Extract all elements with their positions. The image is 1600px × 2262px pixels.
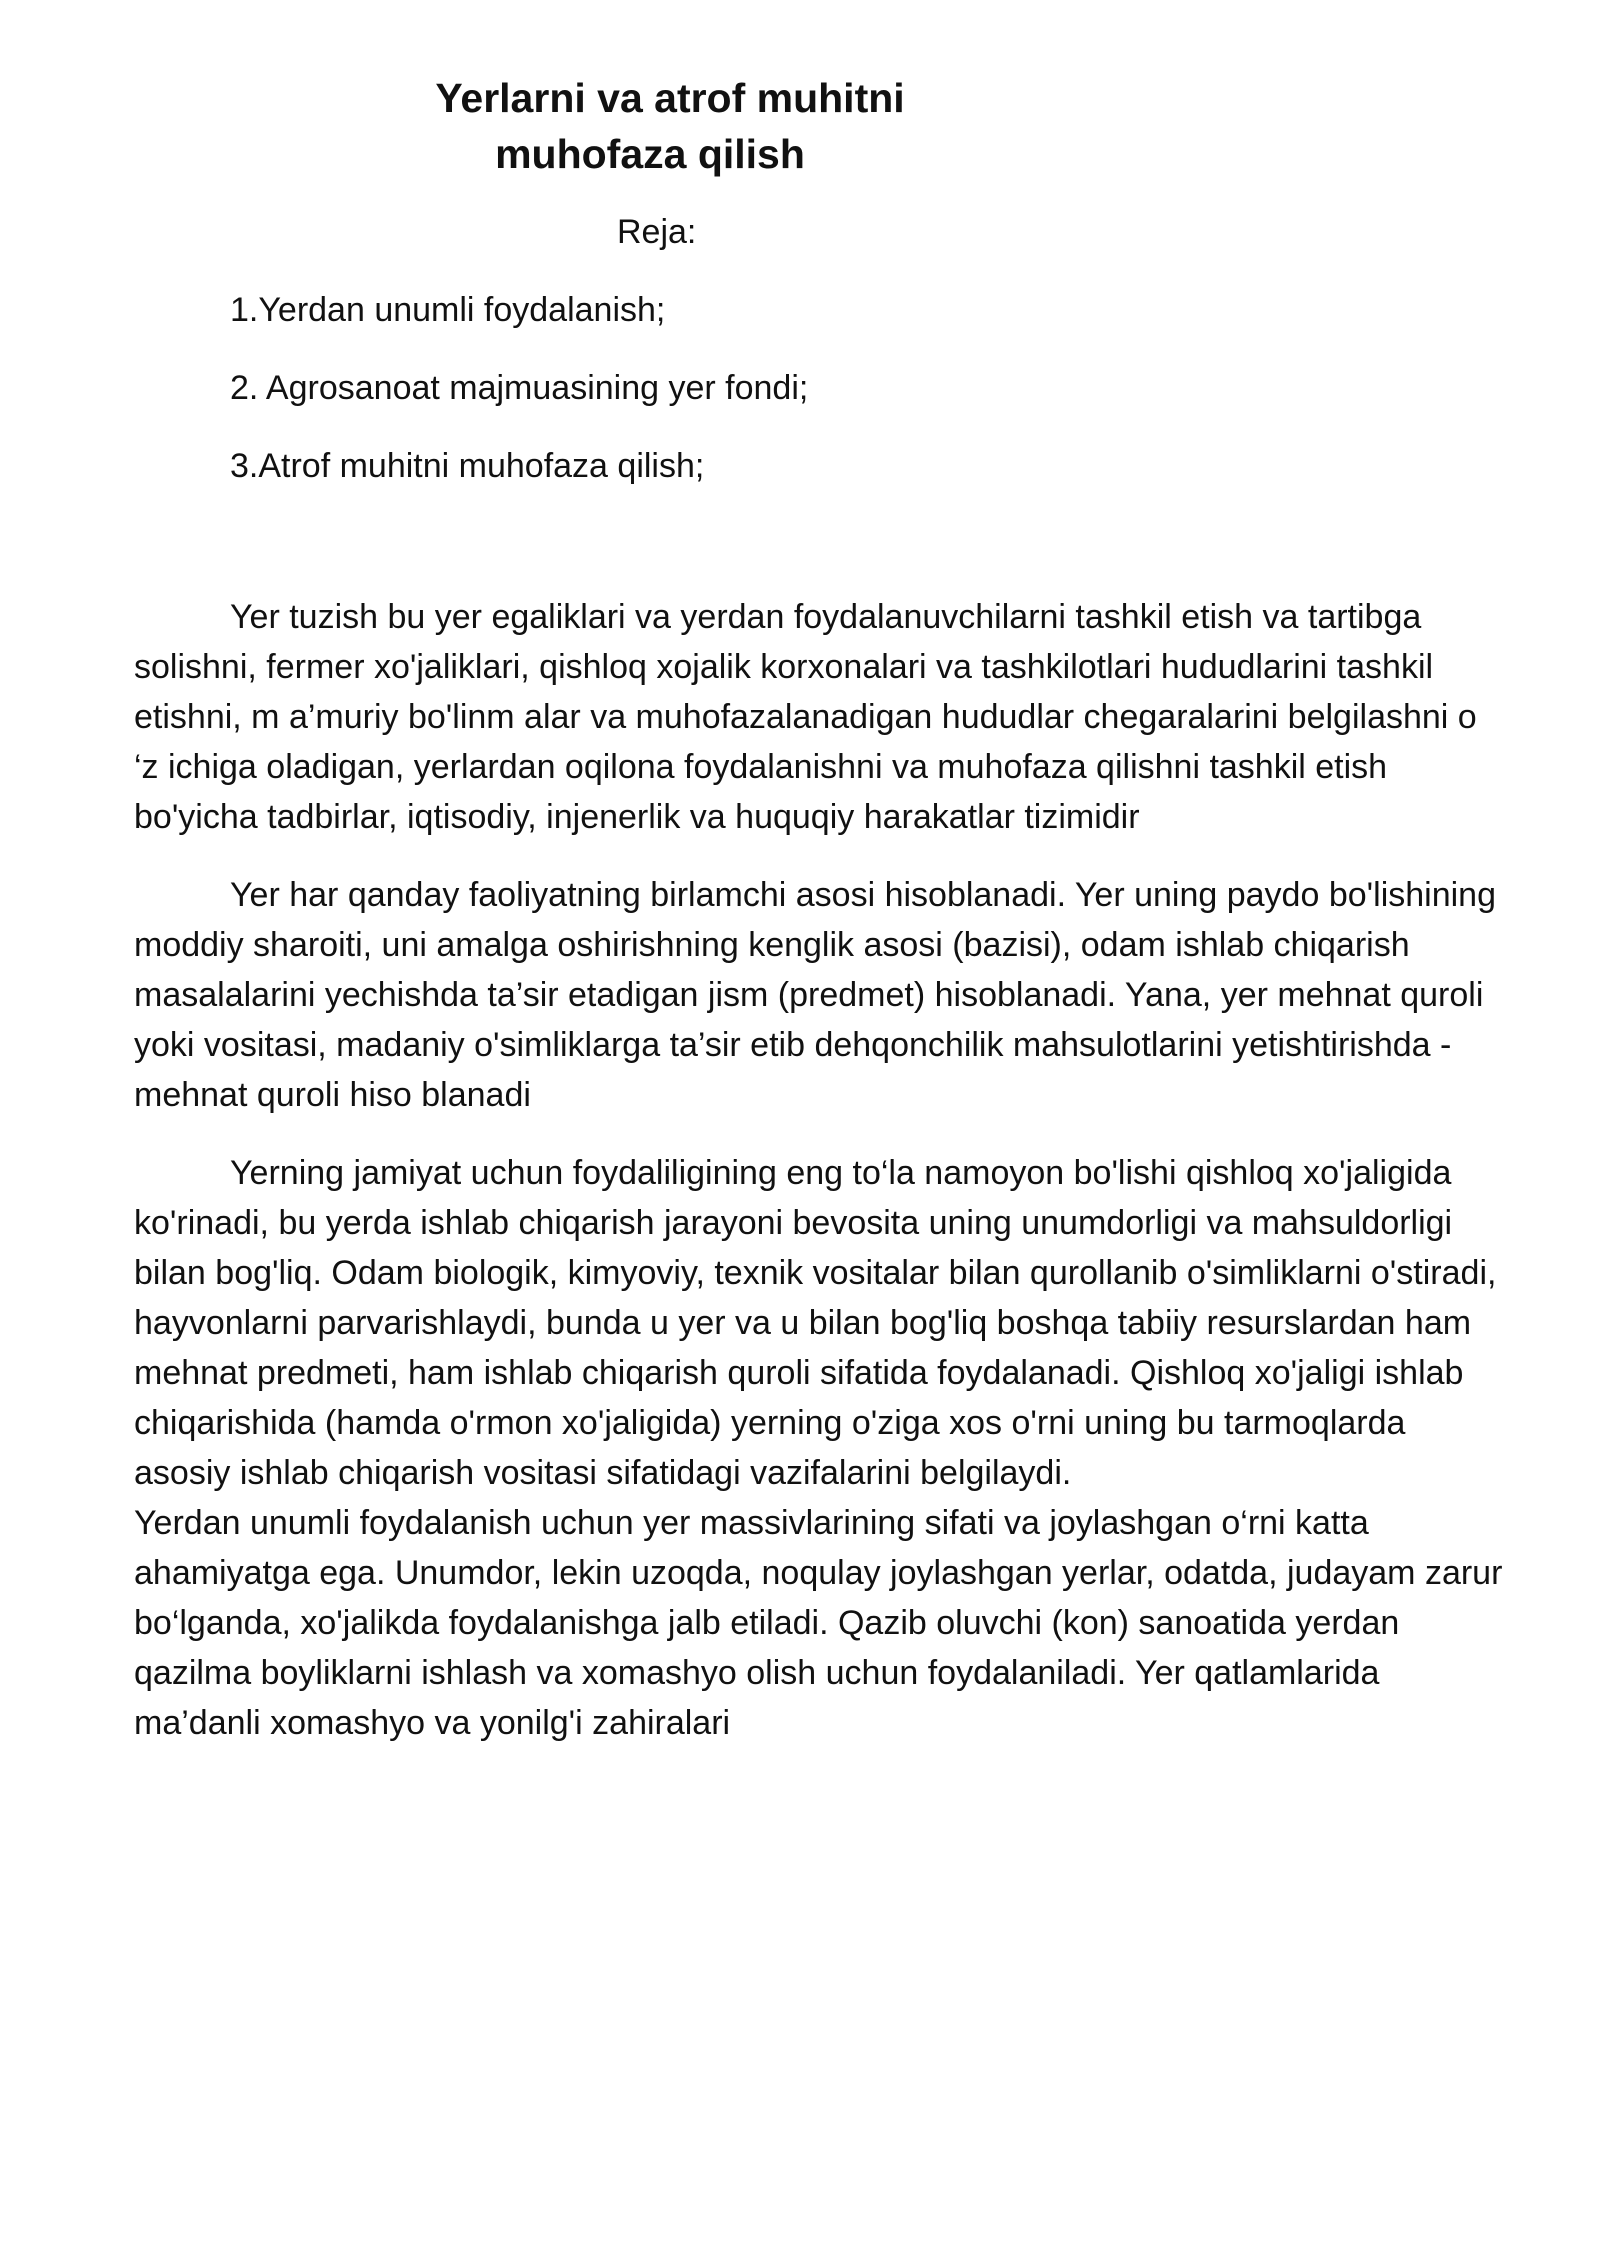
paragraph: Yerdan unumli foydalanish uchun yer massivlarining sifati va joylashgan o‘rni katta ahamiyatga ega. Unumdor, lekin uzoqda, noqulay joylashgan yerlar, odatda, judayam zarur bo‘lganda, xo'jalikda foydalanishga jalb etiladi. Qazib oluvchi (kon) sanoatida yerdan qazilma boyliklarni ishlash va xomashyo olish uchun foydalaniladi. Yer qatlamlarida ma’danli xomashyo va yonilg'i zahiralari bbox=[134, 1504, 1503, 1742]
body-text bbox=[134, 592, 1504, 1776]
plan-label: Reja: bbox=[617, 213, 697, 251]
document-title bbox=[300, 70, 1040, 182]
paragraph: Yerning jamiyat uchun foydaliligining eng to‘la namoyon bo'lishi qishloq xo'jaligida ko'rinadi, bu yerda ishlab chiqarish jarayoni bevosita uning unumdorligi va mahsuldorligi bilan bog'liq. Odam biologik, kimyoviy, texnik vositalar bilan qurollanib o'simliklarni o'stiradi, hayvonlarni parvarishlaydi, bunda u yer va u bilan bog'liq boshqa tabiiy resurslardan ham mehnat predmeti, ham ishlab chiqarish quroli sifatida foydalanadi. Qishloq xo'jaligi ishlab chiqarishida (hamda o'rmon xo'jaligida) yerning o'ziga xos o'rni uning bu tarmoqlarda asosiy ishlab chiqarish vositasi sifatidagi vazifalarini belgilaydi. bbox=[134, 1154, 1497, 1492]
plan-list bbox=[230, 288, 808, 522]
paragraph: Yer har qanday faoliyatning birlamchi asosi hisoblanadi. Yer uning paydo bo'lishining moddiy sharoiti, uni amalga oshirishning kenglik asosi (bazisi), odam ishlab chiqarish masalalarini yechishda ta’sir etadigan jism (predmet) hisoblanadi. Yana, yer mehnat quroli yoki vositasi, madaniy o'simliklarga ta’sir etib dehqonchilik mahsulotlarini yetishtirishda - mehnat quroli hiso blanadi bbox=[134, 876, 1496, 1114]
plan-item: 2. Agrosanoat majmuasining yer fondi; bbox=[230, 369, 809, 407]
paragraph: Yer tuzish bu yer egaliklari va yerdan foydalanuvchilarni tashkil etish va tartibga solishni, fermer xo'jaliklari, qishloq xojalik korxonalari va tashkilotlari hududlarini tashkil etishni, m a’muriy bo'linm alar va muhofazalanadigan hududlar chegaralarini belgilashni o ‘z ichiga oladigan, yerlardan oqilona foydalanishni va muhofaza qilishni tashkil etish bo'yicha tadbirlar, iqtisodiy, injenerlik va huquqiy harakatlar tizimidir bbox=[134, 598, 1477, 836]
plan-item: 1.Yerdan unumli foydalanish; bbox=[230, 291, 666, 329]
plan-item: 3.Atrof muhitni muhofaza qilish; bbox=[230, 447, 705, 485]
title-line-2: muhofaza qilish bbox=[495, 131, 805, 177]
title-line-1: Yerlarni va atrof muhitni bbox=[435, 75, 905, 121]
